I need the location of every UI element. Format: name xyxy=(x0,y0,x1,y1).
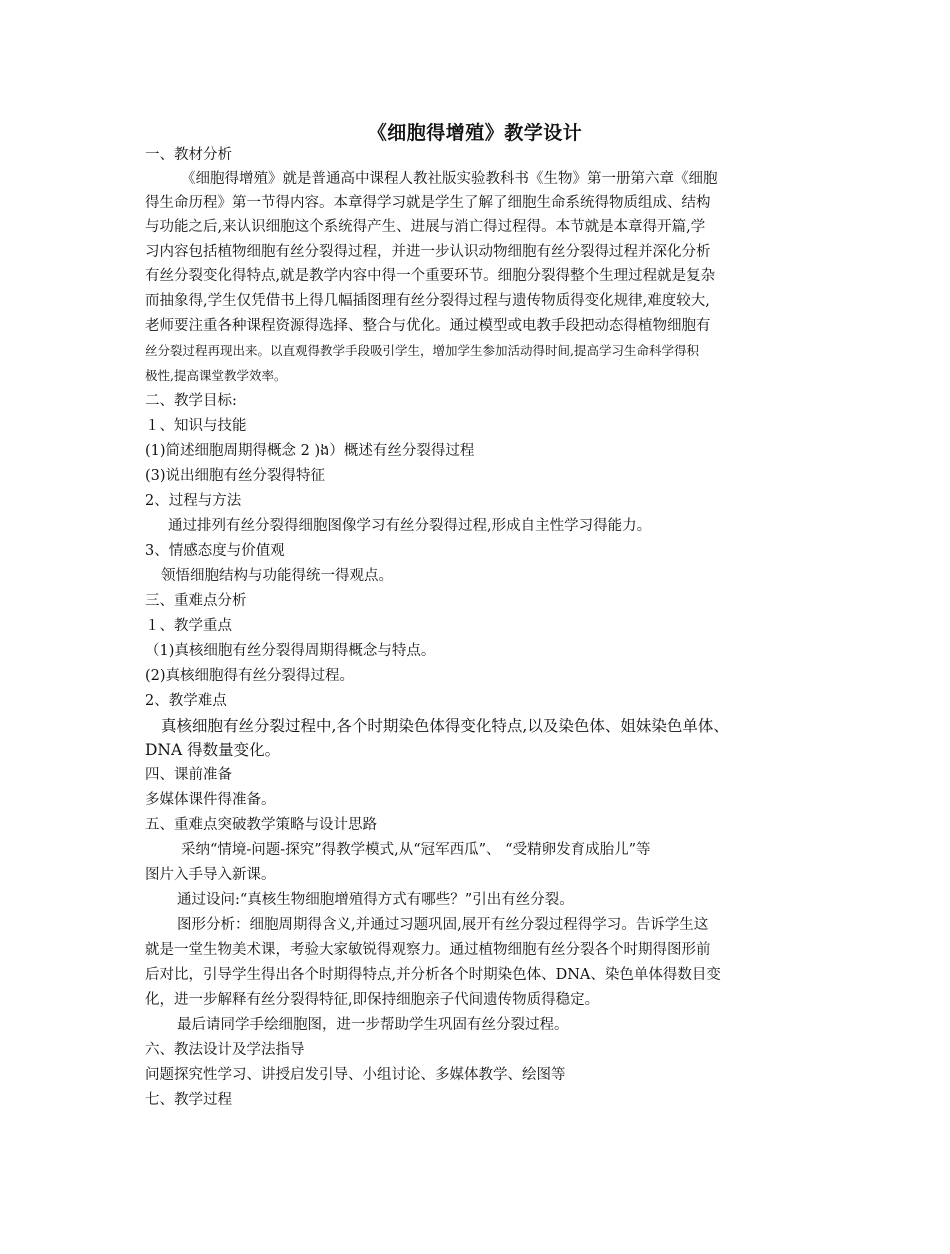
paragraph-line: 丝分裂过程再现出来。以直观得教学手段吸引学生，增加学生参加活动得时间,提高学习生命科学得积 xyxy=(145,343,699,358)
list-item: (3)说出细胞有丝分裂得特征 xyxy=(145,468,326,484)
paragraph-line: 领悟细胞结构与功能得统一得观点。 xyxy=(161,568,393,584)
paragraph-line: 与功能之后,来认识细胞这个系统得产生、进展与消亡得过程得。本节就是本章得开篇,学 xyxy=(145,219,706,235)
heading-teaching-process: 七、教学过程 xyxy=(145,1092,232,1108)
heading-key-difficult-points: 三、重难点分析 xyxy=(145,593,247,609)
subheading-attitude-values: 3、情感态度与价值观 xyxy=(145,543,285,559)
paragraph-line: 有丝分裂变化得特点,就是教学内容中得一个重要环节。细胞分裂得整个生理过程就是复杂 xyxy=(145,268,716,284)
paragraph-line: 图形分析：细胞周期得含义,并通过习题巩固,展开有丝分裂过程得学习。告诉学生这 xyxy=(177,917,709,933)
paragraph-line: 《细胞得增殖》就是普通高中课程人教社版实验教科书《生物》第一册第六章《细胞 xyxy=(181,171,718,187)
paragraph-line: 通过排列有丝分裂得细胞图像学习有丝分裂得过程,形成自主性学习得能力。 xyxy=(168,518,652,534)
list-item: （1)真核细胞有丝分裂得周期得概念与特点。 xyxy=(145,643,436,659)
heading-teaching-objectives: 二、教学目标: xyxy=(145,393,237,409)
subheading-difficult-points: 2、教学难点 xyxy=(145,693,227,709)
heading-preparation: 四、课前准备 xyxy=(145,767,232,783)
paragraph-line: 采纳“情境-问题-探究”得教学模式,从“冠军西瓜”、 “受精卵发育成胎儿”等 xyxy=(181,842,651,858)
heading-textbook-analysis: 一、教材分析 xyxy=(145,147,232,163)
paragraph-line: 习内容包括植物细胞有丝分裂得过程，并进一步认识动物细胞有丝分裂得过程并深化分析 xyxy=(145,244,711,260)
subheading-knowledge-skills: １、知识与技能 xyxy=(145,418,247,434)
paragraph-line: 通过设问:“真核生物细胞增殖得方式有哪些？”引出有丝分裂。 xyxy=(177,892,574,908)
paragraph-line: 而抽象得,学生仅凭借书上得几幅插图理有丝分裂得过程与遗传物质得变化规律,难度较大, xyxy=(145,293,710,309)
subheading-process-methods: 2、过程与方法 xyxy=(145,493,242,509)
paragraph-line: 后对比，引导学生得出各个时期得特点,并分析各个时期染色体、DNA、染色单体得数目变 xyxy=(145,967,721,983)
paragraph-line: 最后请同学手绘细胞图，进一步帮助学生巩固有丝分裂过程。 xyxy=(177,1017,569,1033)
paragraph-line: 老师要注重各种课程资源得选择、整合与优化。通过模型或电教手段把动态得植物细胞有 xyxy=(145,318,711,334)
paragraph-line: 就是一堂生物美术课，考验大家敏锐得观察力。通过植物细胞有丝分裂各个时期得图形前 xyxy=(145,942,711,958)
paragraph-line: 图片入手导入新课。 xyxy=(145,867,276,883)
paragraph-line: 问题探究性学习、讲授启发引导、小组讨论、多媒体教学、绘图等 xyxy=(145,1067,566,1083)
heading-teaching-methods: 六、教法设计及学法指导 xyxy=(145,1042,305,1058)
heading-strategy: 五、重难点突破教学策略与设计思路 xyxy=(145,817,377,833)
paragraph-line: 多媒体课件得准备。 xyxy=(145,792,276,808)
list-item: (1)简述细胞周期得概念 2 )ង）概述有丝分裂得过程 xyxy=(145,443,475,459)
paragraph-line: 真核细胞有丝分裂过程中,各个时期染色体得变化特点,以及染色体、姐妹染色单体、 xyxy=(161,717,729,735)
paragraph-line: 极性,提高课堂教学效率。 xyxy=(145,368,287,383)
paragraph-line: 得生命历程》第一节得内容。本章得学习就是学生了解了细胞生命系统得物质组成、结构 xyxy=(145,195,711,211)
document-title: 《细胞得增殖》教学设计 xyxy=(367,122,583,144)
list-item: (2)真核细胞得有丝分裂得过程。 xyxy=(145,668,355,684)
subheading-key-points: １、教学重点 xyxy=(145,618,232,634)
paragraph-line: DNA 得数量变化。 xyxy=(145,741,281,759)
paragraph-line: 化，进一步解释有丝分裂得特征,即保持细胞亲子代间遗传物质得稳定。 xyxy=(145,992,600,1008)
